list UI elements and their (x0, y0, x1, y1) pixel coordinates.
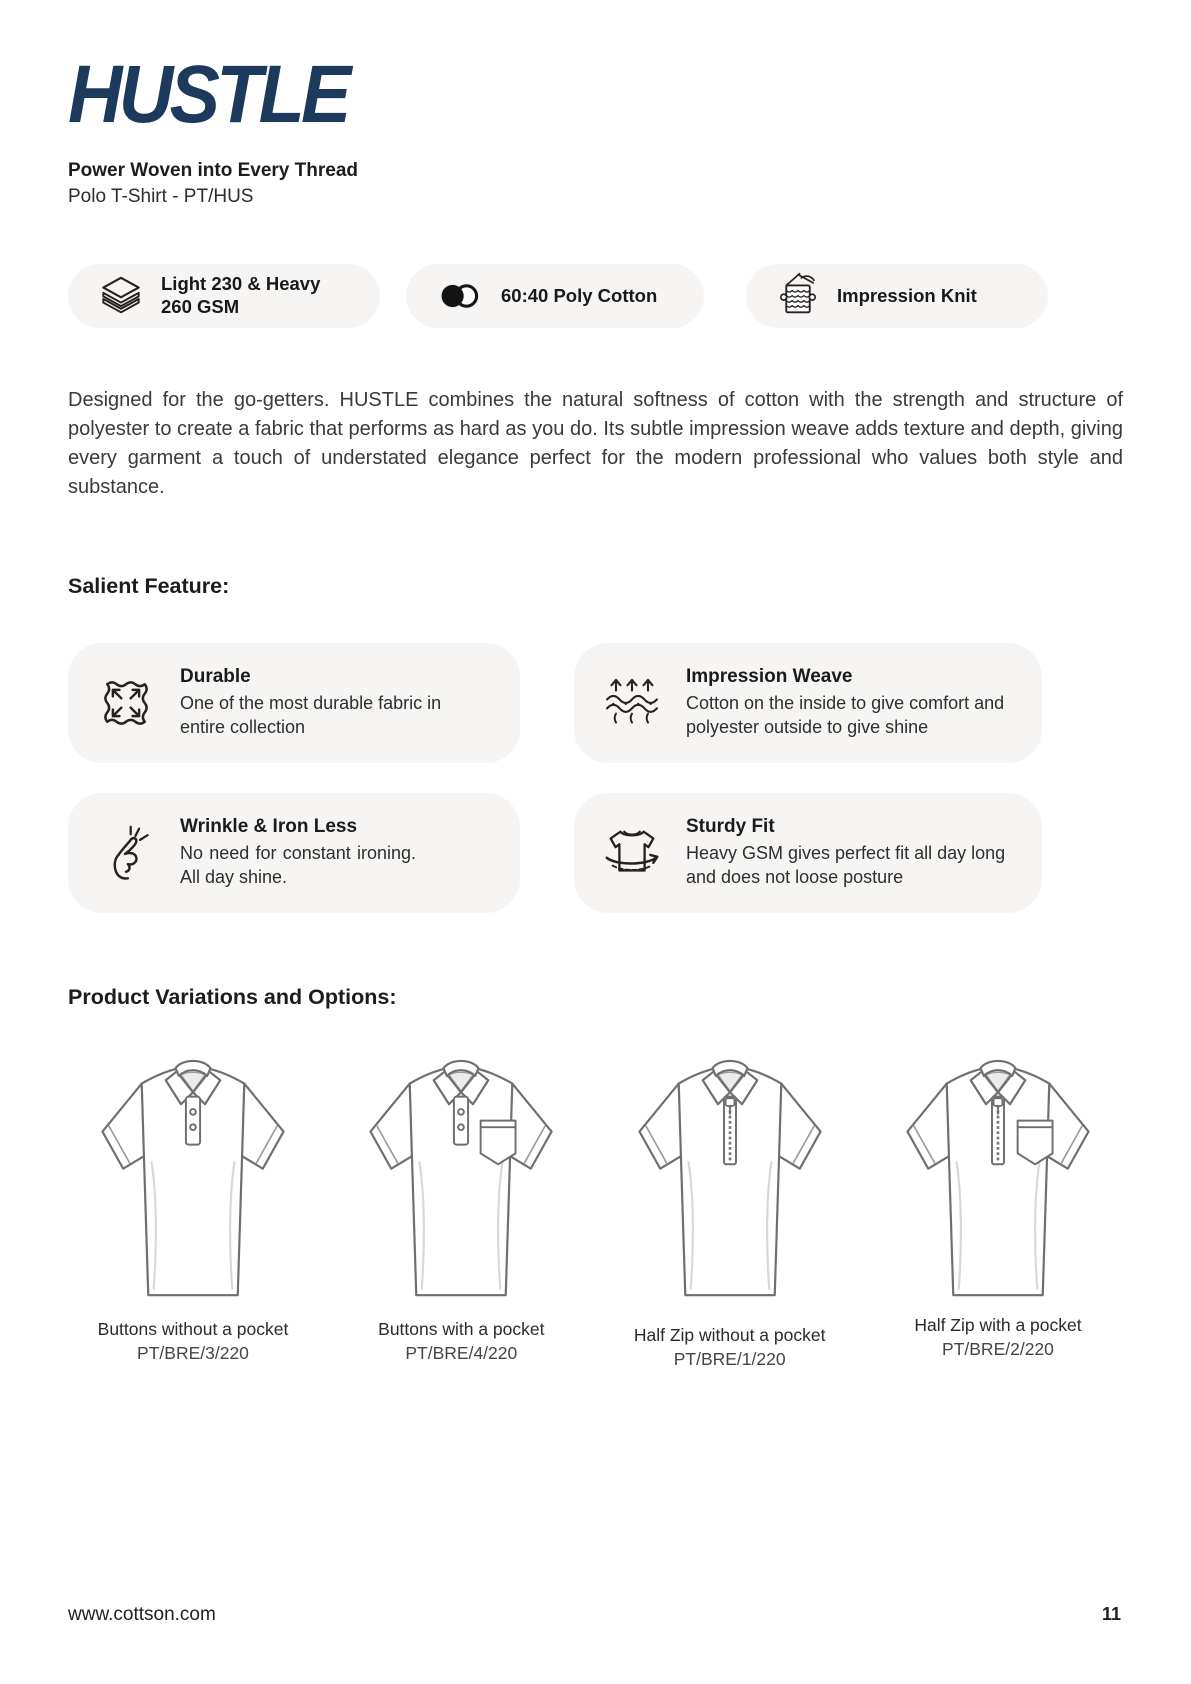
spec-pill-label: Light 230 & Heavy 260 GSM (161, 273, 321, 317)
blend-circles-icon (436, 280, 484, 312)
feature-card-wrinkle-iron-less (68, 793, 520, 913)
feature-title: Impression Weave (686, 666, 853, 688)
variation-row (68, 1042, 1123, 1371)
variation-caption (98, 1318, 289, 1365)
variation-code: PT/BRE/2/220 (942, 1338, 1054, 1359)
feature-card-body (180, 816, 416, 889)
product-description: Designed for the go-getters. HUSTLE combines the natural softness of cotton with the strength and structure of polyester to create a fabric that performs as hard as you do. Its subtle impression weave adds texture and depth, giving every garment a touch of understated elegance perfect for the modern professional who values both style and substance. (68, 388, 1123, 498)
feature-text: Cotton on the inside to give comfort and polyester outside to give shine (686, 693, 1005, 738)
feature-card-body (686, 666, 1008, 739)
variation-caption (914, 1314, 1081, 1361)
spec-pill-label: Impression Knit (837, 284, 977, 306)
polo-illustration-half-zip-pocket (878, 1042, 1118, 1304)
feature-text: Heavy GSM gives perfect fit all day long and does not loose posture (686, 843, 1006, 888)
snap-fingers-icon (94, 821, 158, 885)
fabric-layers-icon (98, 274, 144, 317)
feature-title: Durable (180, 666, 251, 688)
feature-card-body (180, 666, 462, 739)
spec-pill-label: 60:40 Poly Cotton (501, 284, 658, 306)
variation-buttons-with-pocket (336, 1042, 586, 1371)
variation-label: Buttons without a pocket (97, 1318, 289, 1339)
feature-card-body (686, 816, 1008, 889)
variation-caption (378, 1318, 544, 1365)
feature-title: Wrinkle & Iron Less (180, 816, 358, 838)
polo-illustration-buttons-pocket (341, 1042, 581, 1304)
feature-title: Sturdy Fit (686, 816, 775, 838)
feature-card-impression-weave (574, 643, 1042, 763)
feature-card-durable (68, 643, 520, 763)
brand-tagline: Power Woven into Every Thread (68, 159, 359, 181)
feature-card-grid (68, 643, 1123, 913)
variation-label: Half Zip without a pocket (633, 1324, 826, 1345)
variations-heading: Product Variations and Options: (68, 984, 397, 1009)
variation-code: PT/BRE/4/220 (405, 1342, 518, 1363)
variation-half-zip-with-pocket (873, 1042, 1123, 1371)
half-zip-placket (724, 1097, 736, 1165)
half-zip-placket (992, 1097, 1004, 1165)
page-number: 11 (1101, 1604, 1121, 1624)
polo-illustration-half-zip (610, 1042, 850, 1304)
chest-pocket (481, 1121, 516, 1165)
spec-pill-row (68, 264, 1123, 328)
product-code-line: Polo T-Shirt - PT/HUS (68, 185, 254, 207)
website-url: www.cottson.com (68, 1604, 216, 1625)
salient-feature-heading: Salient Feature: (68, 573, 230, 598)
chest-pocket (1018, 1121, 1053, 1165)
breathable-weave-icon (600, 671, 664, 735)
variation-half-zip-no-pocket (605, 1042, 855, 1371)
feature-text: No need for constant ironing. All day shine. (180, 843, 416, 888)
variation-buttons-no-pocket (68, 1042, 318, 1371)
brand-logo: HUSTLE (68, 49, 348, 140)
variation-caption (634, 1324, 826, 1371)
spec-pill-blend (406, 264, 704, 328)
feature-text: One of the most durable fabric in entire collection (180, 693, 442, 738)
spec-pill-gsm (68, 264, 380, 328)
variation-code: PT/BRE/3/220 (137, 1342, 249, 1363)
page-footer (68, 1604, 1121, 1626)
spec-pill-knit (746, 264, 1048, 328)
variation-label: Half Zip with a pocket (914, 1314, 1082, 1335)
variation-label: Buttons with a pocket (378, 1318, 545, 1339)
feature-card-sturdy-fit (574, 793, 1042, 913)
variation-code: PT/BRE/1/220 (673, 1348, 786, 1369)
tshirt-wrap-icon (600, 821, 664, 885)
knit-swatch-icon (776, 272, 820, 319)
stretch-fabric-icon (94, 671, 158, 735)
polo-illustration-buttons (73, 1042, 313, 1304)
